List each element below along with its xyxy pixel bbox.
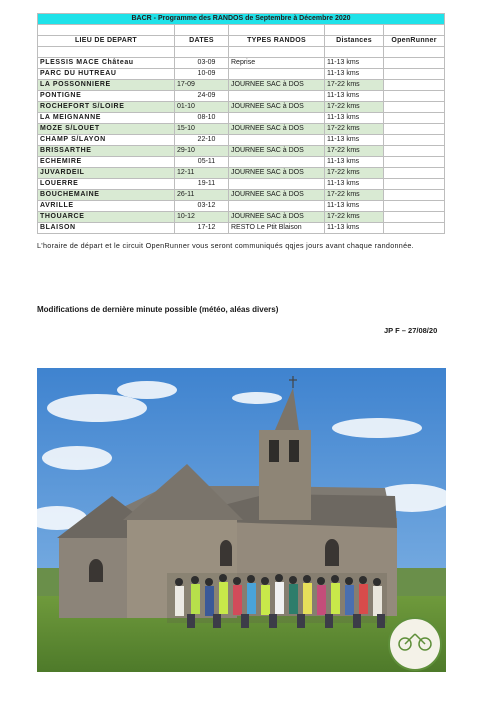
cell-distance: 17-22 kms	[325, 124, 384, 135]
cell-date: 10-09	[175, 69, 229, 80]
cell-date: 12-11	[175, 168, 229, 179]
cell-lieu: BRISSARTHE	[38, 146, 175, 157]
cell-distance: 11-13 kms	[325, 135, 384, 146]
cell-lieu: AVRILLE	[38, 201, 175, 212]
modifications-note: Modifications de dernière minute possible (météo, aléas divers)	[37, 305, 279, 314]
cell-openrunner	[384, 69, 445, 80]
table-row	[38, 168, 445, 179]
cell-openrunner	[384, 168, 445, 179]
table-row	[38, 69, 445, 80]
col-header-lieu: LIEU DE DEPART	[38, 36, 175, 47]
col-header-openrunner: OpenRunner	[384, 36, 445, 47]
table-row	[38, 157, 445, 168]
cell-date: 22-10	[175, 135, 229, 146]
table-row	[38, 124, 445, 135]
table-row	[38, 179, 445, 190]
cell-openrunner	[384, 190, 445, 201]
cell-type: JOURNEE SAC à DOS	[229, 146, 325, 157]
cell-distance: 17-22 kms	[325, 80, 384, 91]
cell-distance: 17-22 kms	[325, 146, 384, 157]
table-row	[38, 212, 445, 223]
cell-distance: 17-22 kms	[325, 102, 384, 113]
cell-lieu: MOZE S/LOUET	[38, 124, 175, 135]
cell-date: 15-10	[175, 124, 229, 135]
cell-date: 29-10	[175, 146, 229, 157]
cell-distance: 17-22 kms	[325, 212, 384, 223]
cell-date: 05-11	[175, 157, 229, 168]
cell-lieu: JUVARDEIL	[38, 168, 175, 179]
cell-lieu: ROCHEFORT S/LOIRE	[38, 102, 175, 113]
cell-date: 24-09	[175, 91, 229, 102]
cell-date: 10-12	[175, 212, 229, 223]
cell-openrunner	[384, 135, 445, 146]
cell-openrunner	[384, 102, 445, 113]
cell-lieu: LOUERRE	[38, 179, 175, 190]
cell-openrunner	[384, 146, 445, 157]
cell-lieu: LA MEIGNANNE	[38, 113, 175, 124]
col-header-types: TYPES RANDOS	[229, 36, 325, 47]
cell-type	[229, 179, 325, 190]
cell-type: JOURNEE SAC à DOS	[229, 124, 325, 135]
cell-openrunner	[384, 113, 445, 124]
cell-lieu: CHAMP S/LAYON	[38, 135, 175, 146]
cell-type: JOURNEE SAC à DOS	[229, 190, 325, 201]
schedule-table	[37, 13, 445, 234]
cell-distance: 11-13 kms	[325, 113, 384, 124]
cell-openrunner	[384, 212, 445, 223]
table-row	[38, 190, 445, 201]
cell-date: 26-11	[175, 190, 229, 201]
cell-openrunner	[384, 157, 445, 168]
header-row	[38, 36, 445, 47]
table-row	[38, 223, 445, 234]
cell-type	[229, 201, 325, 212]
cell-distance: 11-13 kms	[325, 223, 384, 234]
signature: JP F – 27/08/20	[384, 326, 438, 335]
cell-openrunner	[384, 179, 445, 190]
chapel-group-image	[37, 368, 446, 672]
cell-lieu: BLAISON	[38, 223, 175, 234]
cell-lieu: PLESSIS MACE Château	[38, 58, 175, 69]
cell-type: Reprise	[229, 58, 325, 69]
cell-distance: 11-13 kms	[325, 69, 384, 80]
cell-distance: 11-13 kms	[325, 157, 384, 168]
cell-lieu: BOUCHEMAINE	[38, 190, 175, 201]
cell-distance: 11-13 kms	[325, 91, 384, 102]
col-header-distances: Distances	[325, 36, 384, 47]
cell-lieu: LA POSSONNIERE	[38, 80, 175, 91]
title-row	[38, 14, 445, 25]
cell-openrunner	[384, 80, 445, 91]
cell-distance: 11-13 kms	[325, 58, 384, 69]
schedule-note: L'horaire de départ et le circuit OpenRunner vous seront communiqués qqjes jours avant chaque randonnée.	[37, 241, 414, 250]
cell-type	[229, 135, 325, 146]
cell-lieu: PARC DU HUTREAU	[38, 69, 175, 80]
cell-openrunner	[384, 124, 445, 135]
table-row	[38, 135, 445, 146]
cell-date: 01-10	[175, 102, 229, 113]
cell-distance: 11-13 kms	[325, 201, 384, 212]
table-row	[38, 91, 445, 102]
cell-type: JOURNEE SAC à DOS	[229, 102, 325, 113]
table-row	[38, 201, 445, 212]
cell-type: JOURNEE SAC à DOS	[229, 80, 325, 91]
table-row	[38, 58, 445, 69]
cell-openrunner	[384, 201, 445, 212]
cell-type	[229, 113, 325, 124]
cell-openrunner	[384, 58, 445, 69]
cell-type	[229, 91, 325, 102]
cell-date: 03-09	[175, 58, 229, 69]
cell-date: 08-10	[175, 113, 229, 124]
cell-openrunner	[384, 223, 445, 234]
table-row	[38, 113, 445, 124]
cell-date: 03-12	[175, 201, 229, 212]
cell-date: 17-12	[175, 223, 229, 234]
cell-distance: 17-22 kms	[325, 168, 384, 179]
cell-lieu: THOUARCE	[38, 212, 175, 223]
cell-date: 19-11	[175, 179, 229, 190]
group-photo	[37, 368, 446, 672]
cell-distance: 11-13 kms	[325, 179, 384, 190]
cell-openrunner	[384, 91, 445, 102]
cell-type: JOURNEE SAC à DOS	[229, 168, 325, 179]
cell-date: 17-09	[175, 80, 229, 91]
cell-distance: 17-22 kms	[325, 190, 384, 201]
club-logo	[389, 618, 441, 670]
hikers-group	[167, 573, 387, 628]
table-row	[38, 146, 445, 157]
table-row	[38, 80, 445, 91]
cell-lieu: ECHEMIRE	[38, 157, 175, 168]
table-row	[38, 102, 445, 113]
cell-type: RESTO Le Ptit Blaison	[229, 223, 325, 234]
cell-type	[229, 69, 325, 80]
cell-type	[229, 157, 325, 168]
cell-lieu: PONTIGNE	[38, 91, 175, 102]
program-document	[37, 13, 444, 251]
cell-type: JOURNEE SAC à DOS	[229, 212, 325, 223]
col-header-dates: DATES	[175, 36, 229, 47]
page-title: BACR - Programme des RANDOS de Septembre à Décembre 2020	[38, 14, 445, 25]
